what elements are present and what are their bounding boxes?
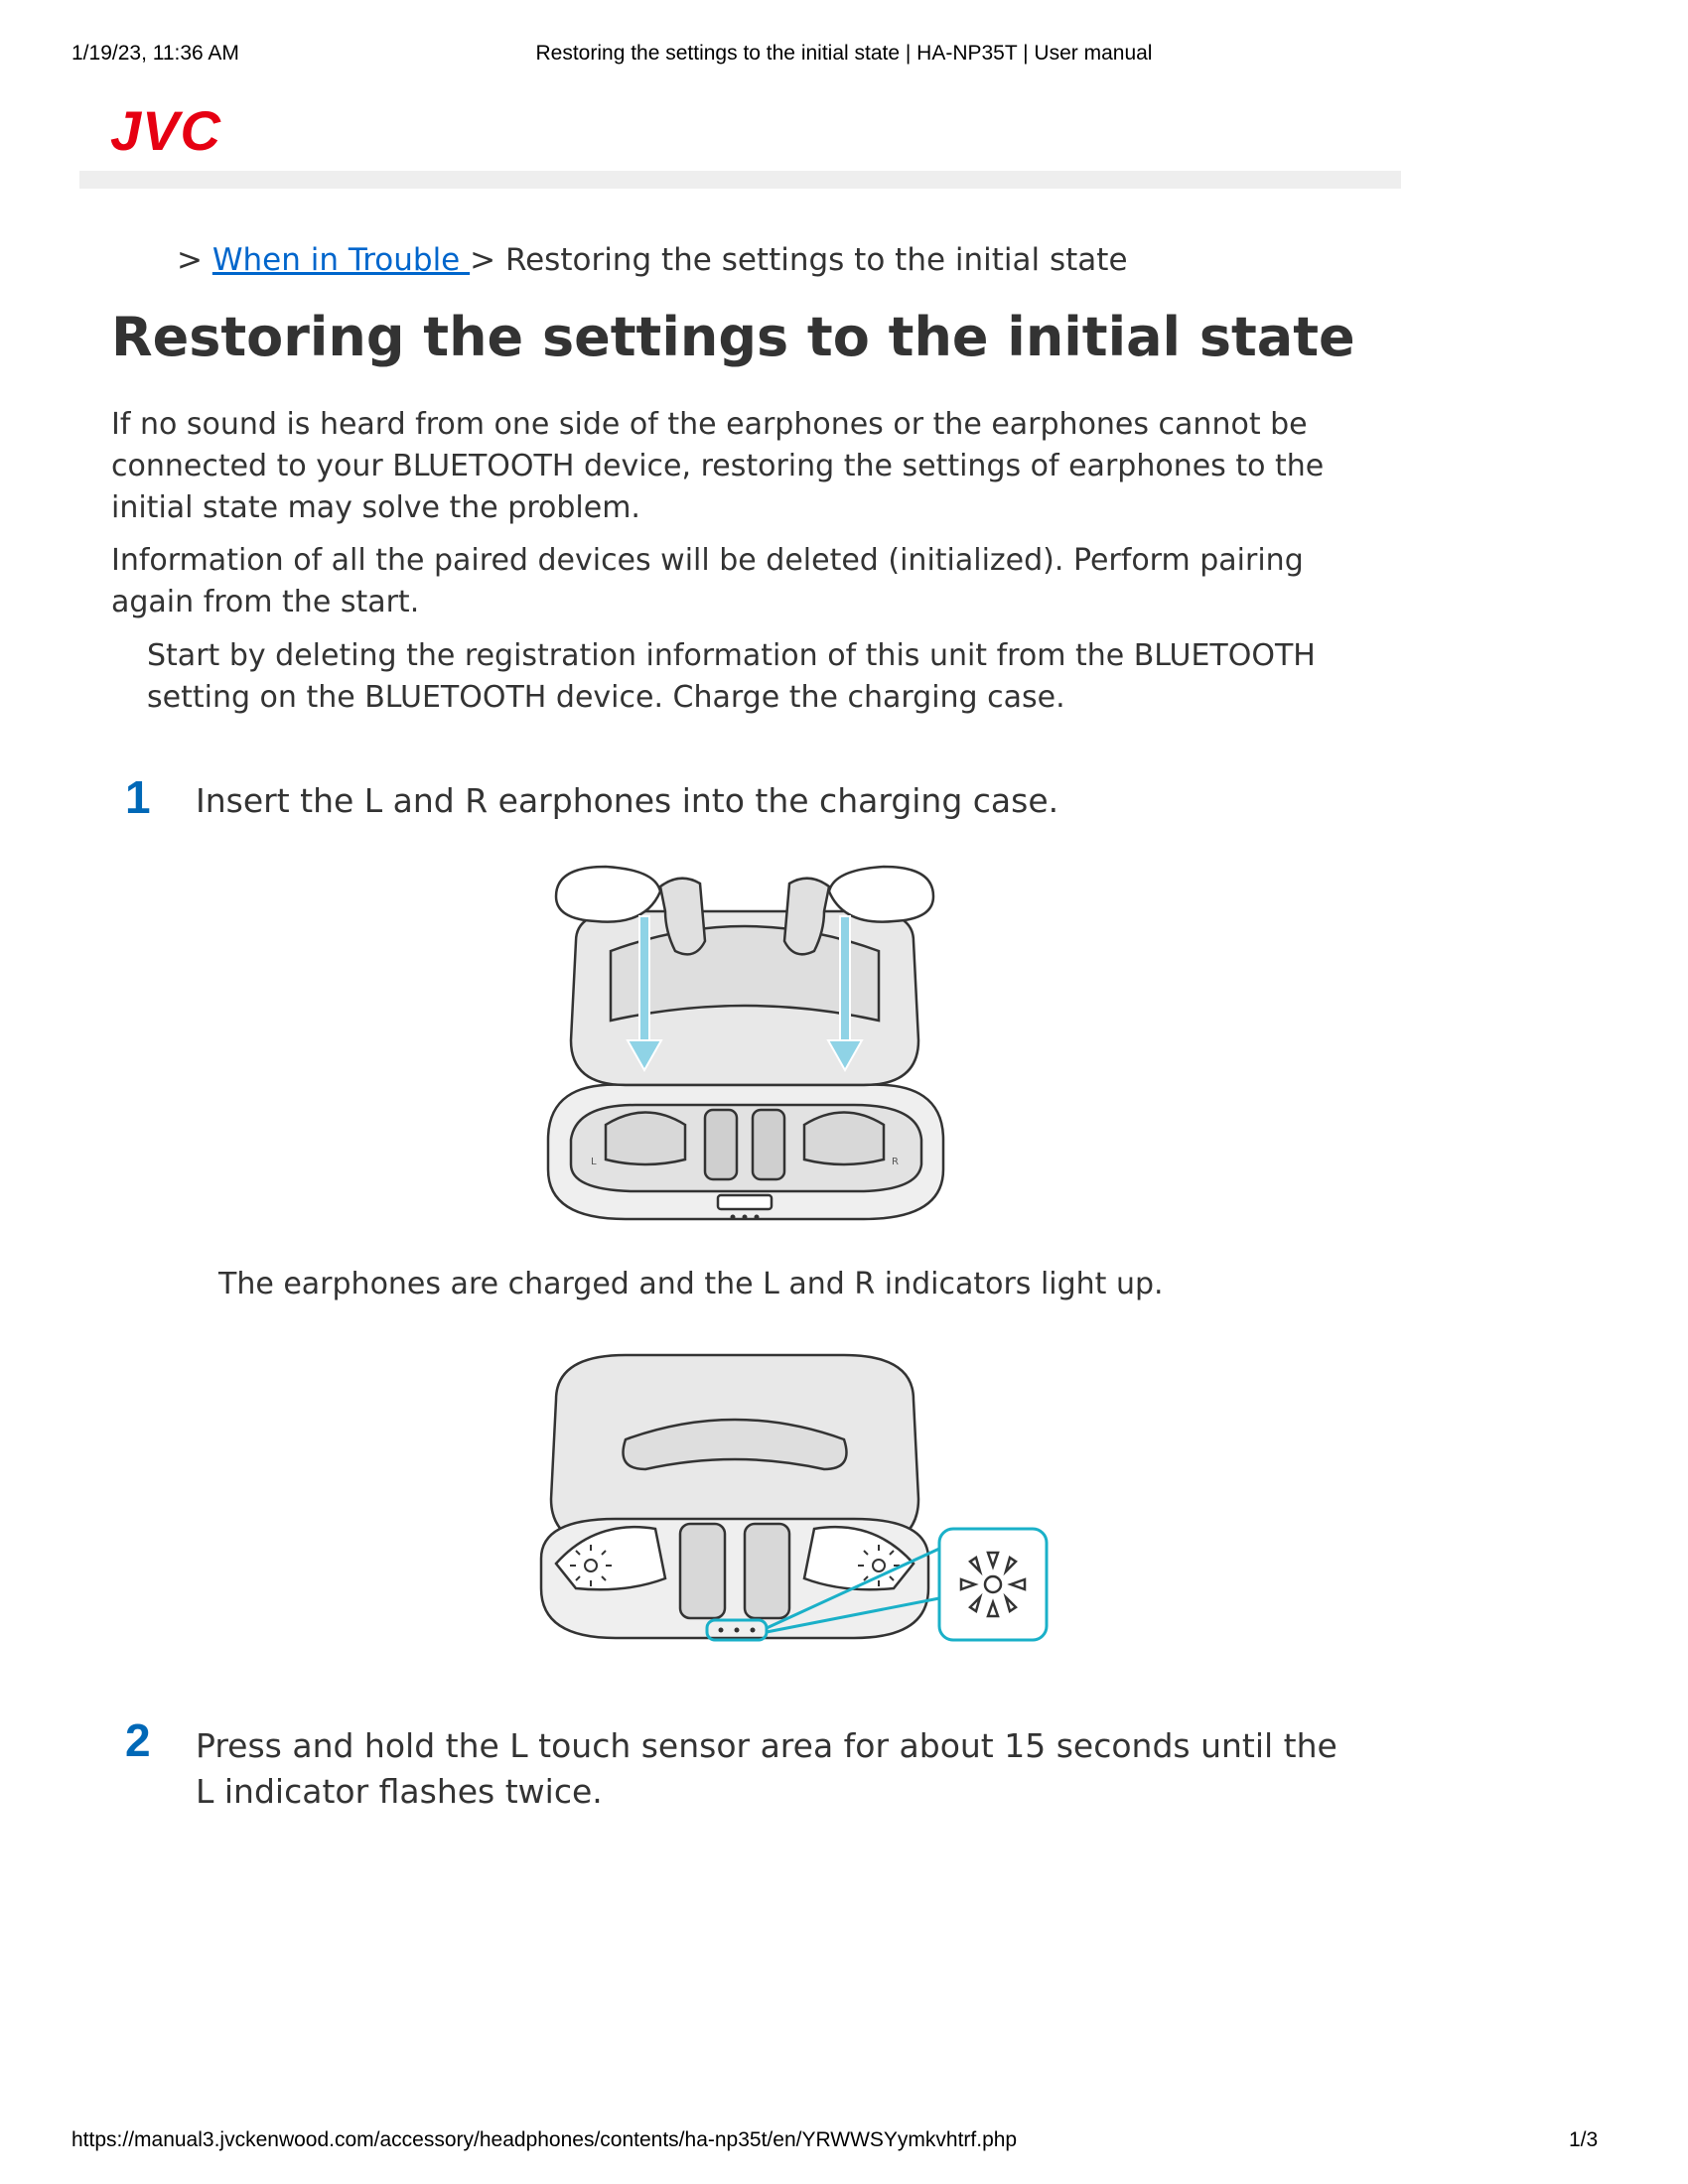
print-url: https://manual3.jvckenwood.com/accessory/headphones/contents/ha-np35t/en/YRWWSYymkvhtrf.php [71,2128,1018,2151]
step-2-number: 2 [125,1714,151,1766]
page-title: Restoring the settings to the initial state [111,306,1355,368]
jvc-logo[interactable] [110,99,221,162]
print-page-number: 1/3 [1569,2128,1599,2151]
breadcrumb-separator: > [177,242,212,278]
right-label: R [892,1157,899,1167]
indicators-lit-illustration [536,1340,1053,1658]
indicator-note: The earphones are charged and the L and R indicators light up. [218,1267,1164,1301]
breadcrumb-separator: > [470,242,505,278]
intro-paragraph: If no sound is heard from one side of the earphones or the earphones cannot be connected to your BLUETOOTH device, restoring the settings of earphones to the initial state may solve the problem. [111,407,1325,525]
print-page-title: Restoring the settings to the initial state | HA-NP35T | User manual [535,42,1153,65]
step-2-text: Press and hold the L touch sensor area for about 15 seconds until the L indicator flashes twice. [196,1726,1337,1811]
print-datetime: 1/19/23, 11:36 AM [71,42,239,65]
breadcrumb [177,242,1128,278]
insert-earphones-illustration [536,842,953,1229]
header-divider [79,171,1401,189]
step-1-text: Insert the L and R earphones into the charging case. [196,781,1059,820]
step-1-number: 1 [125,771,151,823]
warning-paragraph: Information of all the paired devices will be deleted (initialized). Perform pairing again from the start. [111,543,1304,619]
breadcrumb-current: Restoring the settings to the initial state [504,242,1128,278]
prerequisite-paragraph: Start by deleting the registration information of this unit from the BLUETOOTH setting on the BLUETOOTH device. Charge the charging case. [147,638,1316,715]
logo-text: JVC [110,99,221,162]
breadcrumb-link-when-in-trouble[interactable]: When in Trouble [211,242,471,278]
left-label: L [591,1157,597,1167]
